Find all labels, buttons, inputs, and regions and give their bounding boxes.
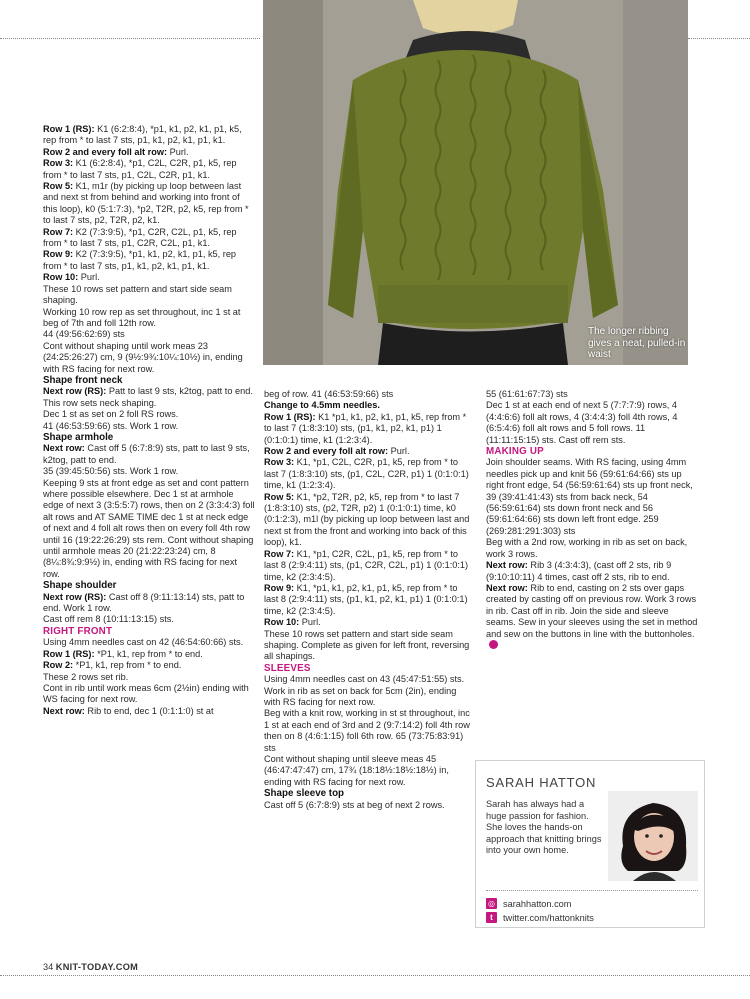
designer-divider [486, 890, 698, 891]
pattern-row: Row 2 and every foll alt row: Purl. [264, 446, 410, 457]
website-link[interactable]: ◎ sarahhatton.com [488, 898, 572, 909]
pattern-row: Next row: Cast off 5 (6:7:8:9) sts, patt to last 9 sts, k2tog, patt to end. [43, 443, 250, 465]
bottom-dotted-rule [0, 975, 750, 976]
section-heading-shoulder: Shape shoulder [43, 580, 117, 592]
body-text: Dec 1 st as set on 2 foll RS rows. [43, 409, 179, 420]
body-text: beg of row. 41 (46:53:59:66) sts [264, 389, 394, 399]
body-text: Dec 1 st at each end of next 5 (7:7:7:9) rows, 4 (4:4:6:6) foll alt rows, 4 (3:4:4:3) foll 4th rows, 4 (6:5:4:6) foll alt rows and 5 foll rows. 11 (11:11:15:15) sts. Cast off rem sts. [486, 400, 678, 445]
sweater-back-photo [263, 0, 688, 365]
body-text: Using 4mm needles cast on 43 (45:47:51:55) sts. [264, 674, 465, 685]
section-heading-front-neck: Shape front neck [43, 374, 123, 386]
body-text: Using 4mm needles cast on 42 (46:54:60:66) sts. [43, 637, 244, 648]
body-text: Cont without shaping until work meas 23 (24:25:26:27) cm, 9 (9½:9¾:10¼:10½) in, ending with RS facing for next row. [43, 340, 243, 374]
photo-caption: The longer ribbing gives a neat, pulled-in waist [588, 326, 686, 360]
body-text: Cont without shaping until sleeve meas 45 (46:47:47:47) cm, 17¾ (18:18½:18½:18½) in, ending with RS facing for next row. [264, 754, 449, 787]
body-text: Cont in rib until work meas 6cm (2½in) ending with WS facing for next row. [43, 682, 249, 705]
body-text: Beg with a knit row, working in st st throughout, inc 1 st at each end of 3rd and 2 (9:7:14:2) foll 4th row then on 8 (4:6:1:15) foll 6th row. 65 (73:75:83:91) sts [264, 708, 470, 753]
top-dotted-rule-right [688, 38, 750, 39]
section-heading-making-up: MAKING UP [486, 446, 544, 458]
pattern-row: Next row (RS): Patt to last 9 sts, k2tog, patt to end. This row sets neck shaping. [43, 386, 253, 408]
pattern-row: Row 5: K1, *p2, T2R, p2, k5, rep from * to last 7 (1:8:3:10) sts, (p2, T2R, p2) 1 (0:1:0:1) time, k0 (0:1:2:3), m1l (by picking up loop between last and next st from the front and working into back of this loop), k1. [264, 491, 470, 548]
body-text: Cast off 5 (6:7:8:9) sts at beg of next 2 rows. [264, 799, 445, 810]
pattern-row: Next row: Rib to end, dec 1 (0:1:1:0) st at [43, 705, 214, 716]
end-mark-icon [489, 640, 498, 649]
body-text: 41 (46:53:59:66) sts. Work 1 row. [43, 420, 179, 431]
body-text: 55 (61:61:67:73) sts [486, 389, 568, 399]
body-text: Join shoulder seams. With RS facing, using 4mm needles pick up and knit 56 (59:61:64:66) sts up right front edge, 54 (56:59:61:64) sts up front neck, 39 (39:41:41:43) sts from back neck, 54 (56:59:61:64) sts down front neck and 56 (59:61:64:66) sts down left front edge. 259 (269:281:291:303) sts [486, 457, 693, 536]
pattern-row: Row 1 (RS): *P1, k1, rep from * to end. [43, 648, 203, 659]
twitter-link[interactable]: t twitter.com/hattonknits [486, 912, 594, 923]
page-number: 34 [43, 962, 54, 972]
section-heading-sleeve-top: Shape sleeve top [264, 788, 345, 800]
pattern-row: Row 1 (RS): K1 (6:2:8:4), *p1, k1, p2, k1, p1, k5, rep from * to last 7 sts, p1, k1, p2, k1, p1, k1. [43, 124, 242, 146]
column-left [43, 124, 255, 717]
body-text: These 10 rows set pattern and start side seam shaping. Complete as given for left front, reversing all shapings. [264, 628, 470, 662]
pattern-row: Row 10: Purl. [264, 617, 321, 628]
body-text: Keeping 9 sts at front edge as set and cont pattern where possible elsewhere. Dec 1 st at armhole edge of next 3 (3:5:5:7) rows, then on 2 (3:3:4:3) foll alt rows and AT SAME TIME dec 1 st at neck edge of next and 4 foll alt rows then on every foll 4th row until 16 (19:22:26:29) sts rem. Cont without shaping until armhole meas 20 (21:22:23:24) cm, 8 (8¼:8¾:9:9½) in, ending with RS facing for next row. [43, 477, 255, 579]
pattern-row: Next row: Rib to end, casting on 2 sts over gaps created by casting off on previous row. Work 3 rows in rib. Cast off in rib. Join the side and sleeve seams. Sew in your sleeves using the set in method and sew on the buttons in line with the buttonholes. [486, 583, 700, 651]
pattern-row: Next row: Rib 3 (4:3:4:3), (cast off 2 sts, rib 9 (9:10:10:11) 4 times, cast off 2 sts, rib to end. [486, 560, 672, 582]
section-heading-right-front: RIGHT FRONT [43, 625, 113, 637]
body-text: 35 (39:45:50:56) sts. Work 1 row. [43, 466, 179, 477]
page-footer [43, 962, 138, 972]
pattern-row: Row 5: K1, m1r (by picking up loop between last and next st from behind and working into front of this loop), k0 (5:1:7:3), *p2, T2R, p2, k5, rep from * to last 7 sts, p2, T2R, p2, k1. [43, 181, 249, 226]
needle-change: Change to 4.5mm needles. [264, 400, 380, 411]
body-text: Working 10 row rep as set throughout, inc 1 st at beg of 7th and foll 12th row. [43, 306, 241, 328]
pattern-row: Row 9: K2 (7:3:9:5), *p1, k1, p2, k1, p1, k5, rep from * to last 7 sts, p1, k1, p2, k1, p1, k1. [43, 249, 237, 271]
body-text: 44 (49:56:62:69) sts [43, 329, 125, 340]
body-text: These 2 rows set rib. [43, 671, 129, 682]
pattern-row: Row 2 and every foll alt row: Purl. [43, 146, 189, 157]
pattern-row: Row 10: Purl. [43, 272, 100, 283]
pattern-row: Row 3: K1, *p1, C2L, C2R, p1, k5, rep from * to last 7 (1:8:3:10) sts, (p1, C2L, C2R, p1) 1 (0:1:0:1) time, k1 (1:2:3:4). [264, 457, 469, 491]
pattern-row: Row 7: K1, *p1, C2R, C2L, p1, k5, rep from * to last 8 (2:9:4:11) sts, (p1, C2R, C2L, p1) 1 (0:1:0:1) time, k2 (2:3:4:5). [264, 548, 469, 582]
pattern-row: Row 3: K1 (6:2:8:4), *p1, C2L, C2R, p1, k5, rep from * to last 7 sts, p1, C2L, C2R, p1, k1. [43, 158, 237, 180]
globe-icon: ◎ [486, 898, 497, 909]
pattern-row: Next row (RS): Cast off 8 (9:11:13:14) sts, patt to end. Work 1 row. [43, 591, 245, 614]
body-text: Work in rib as set on back for 5cm (2in), ending with RS facing for next row. [264, 685, 457, 707]
designer-portrait [608, 791, 698, 881]
designer-name: SARAH HATTON [486, 775, 597, 790]
pattern-row: Row 1 (RS): K1 *p1, k1, p2, k1, p1, k5, rep from * to last 7 (1:8:3:10) sts, (p1, k1, p2, k1, p1) 1 (0:1:0:1) time, k1 (1:2:3:4). [264, 411, 467, 445]
section-heading-armhole: Shape armhole [43, 431, 114, 443]
pattern-row: Row 7: K2 (7:3:9:5), *p1, C2R, C2L, p1, k5, rep from * to last 7 sts, p1, C2R, C2L, p1, k1. [43, 226, 237, 249]
pattern-row: Row 2: *P1, k1, rep from * to end. [43, 660, 182, 671]
designer-box [475, 760, 705, 928]
designer-bio: Sarah has always had a huge passion for fashion. She loves the hands-on approach that knitting brings into your own home. [486, 799, 602, 856]
body-text: Beg with a 2nd row, working in rib as set on back, work 3 rows. [486, 537, 688, 559]
footer-site[interactable]: KNIT-TODAY.COM [55, 962, 139, 972]
pattern-row: Row 9: K1, *p1, k1, p2, k1, p1, k5, rep from * to last 8 (2:9:4:11) sts, (p1, k1, p2, k1, p1) 1 (0:1:0:1) time, k2 (2:3:4:5). [264, 582, 468, 616]
body-text: Cast off rem 8 (10:11:13:15) sts. [43, 614, 174, 625]
section-heading-sleeves: SLEEVES [264, 662, 311, 674]
top-dotted-rule-left [0, 38, 260, 39]
body-text: These 10 rows set pattern and start side seam shaping. [43, 283, 232, 306]
twitter-icon: t [486, 912, 497, 923]
column-middle [264, 389, 474, 811]
column-right [486, 389, 700, 651]
